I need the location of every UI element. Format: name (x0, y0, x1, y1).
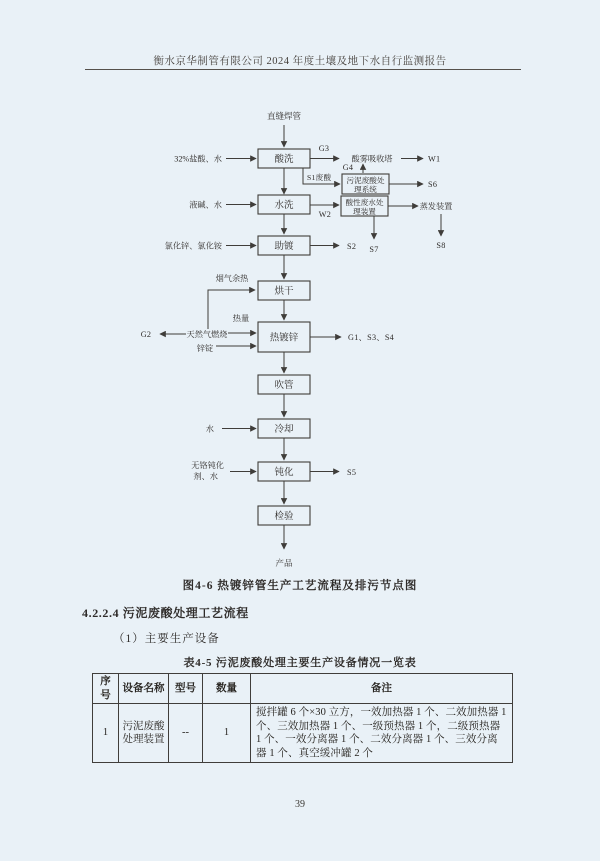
process-flow-diagram (0, 100, 600, 580)
node-s8: S8 (436, 241, 446, 250)
node-s7: S7 (369, 245, 379, 254)
input-lye: 液碱、水 (189, 200, 222, 210)
input-natural-gas: 天然气燃烧 (186, 330, 228, 339)
node-g4: G4 (342, 163, 354, 172)
table-row (93, 704, 513, 763)
col-header-remark: 备注 (251, 674, 513, 704)
label-acid-wastewater-1: 酸性废水处 (345, 198, 384, 207)
page-number: 39 (295, 799, 305, 810)
table-caption: 表4-5 污泥废酸处理主要生产设备情况一览表 (183, 657, 417, 669)
label-product: 产品 (275, 558, 293, 568)
input-passivator-1: 无铬钝化 (191, 461, 224, 470)
label-drying: 烘干 (274, 287, 294, 297)
input-zinc-ingot: 锌锭 (196, 344, 214, 353)
node-s5: S5 (347, 468, 357, 477)
equipment-table (92, 673, 513, 763)
input-zinc-chloride: 氯化锌、氯化铵 (164, 241, 222, 251)
node-w1: W1 (428, 154, 441, 164)
node-s6: S6 (428, 180, 438, 189)
section-heading: 4.2.2.4 污泥废酸处理工艺流程 (82, 606, 249, 620)
input-flue-gas-heat: 烟气余热 (215, 274, 249, 283)
label-pipe-blowing: 吹管 (274, 381, 294, 391)
label-acid-mist-tower: 酸雾吸收塔 (351, 154, 393, 164)
label-evaporation: 蒸发装置 (419, 202, 453, 211)
input-hydrochloric-acid: 32%盐酸、水 (174, 154, 222, 164)
table-header-row (93, 674, 513, 704)
node-s2: S2 (347, 242, 357, 251)
node-g3: G3 (318, 144, 330, 153)
label-sludge-acid-2: 理系统 (354, 185, 377, 194)
section-subheading: （1）主要生产设备 (113, 633, 220, 645)
label-passivation: 钝化 (274, 468, 294, 478)
cell-name: 污泥废酸处理装置 (119, 704, 169, 763)
input-passivator-2: 剂、水 (193, 472, 218, 481)
col-header-no: 序号 (93, 674, 119, 704)
cell-no: 1 (93, 704, 119, 763)
col-header-name: 设备名称 (119, 674, 169, 704)
node-g1-s3-s4: G1、S3、S4 (348, 333, 395, 342)
label-flux: 助镀 (274, 242, 294, 252)
input-heat: 热量 (232, 314, 250, 323)
label-cooling: 冷却 (274, 425, 294, 435)
cell-remark: 搅拌罐 6 个×30 立方，一效加热器 1 个、二效加热器 1 个、三效加热器 1 个、一级预热器 1 个，二级预热器 1 个、一效分离器 1 个、二效分离器 1 个、三效分离器 1 个、真空缓冲罐 2 个 (251, 704, 513, 763)
node-g2: G2 (140, 330, 152, 339)
figure-caption: 图4-6 热镀锌管生产工艺流程及排污节点图 (182, 580, 418, 592)
node-w2: W2 (318, 210, 332, 219)
page-header-title: 衡水京华制管有限公司 2024 年度土壤及地下水自行监测报告 (153, 56, 447, 67)
cell-quantity: 1 (203, 704, 251, 763)
label-acid-wastewater-2: 理装置 (353, 207, 376, 216)
label-inspection: 检验 (274, 512, 294, 522)
input-water: 水 (205, 424, 214, 434)
label-water-wash: 水洗 (274, 201, 294, 211)
label-sludge-acid-1: 污泥废酸处 (346, 176, 385, 185)
label-source: 直缝焊管 (266, 111, 302, 121)
label-galvanizing: 热镀锌 (269, 333, 299, 344)
node-s1: S1废酸 (307, 173, 332, 182)
header-rule (85, 69, 521, 70)
col-header-quantity: 数量 (203, 674, 251, 704)
label-acid-wash: 酸洗 (274, 155, 294, 165)
cell-model: -- (169, 704, 203, 763)
col-header-model: 型号 (169, 674, 203, 704)
